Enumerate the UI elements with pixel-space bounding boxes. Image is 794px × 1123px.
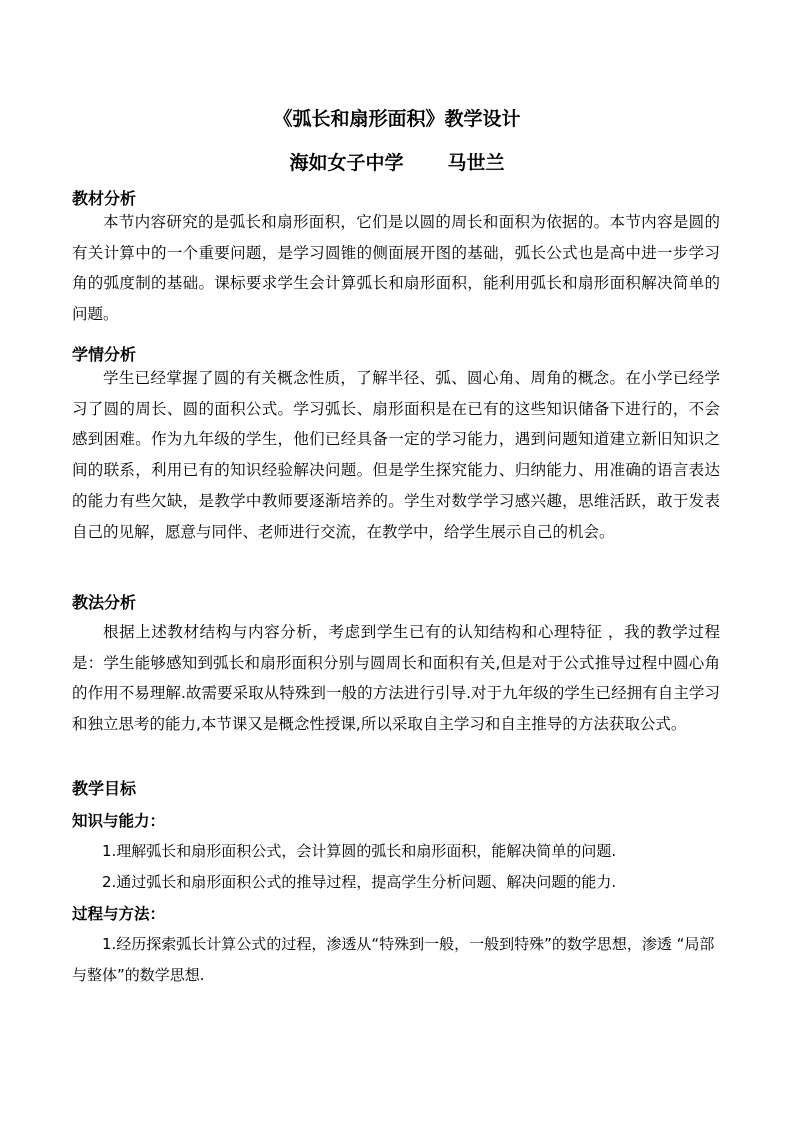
subheading-process: 过程与方法： — [72, 905, 166, 923]
section-heading-students: 学情分析 — [72, 345, 137, 364]
section-text-students: 学生已经掌握了圆的有关概念性质，了解半径、弧、圆心角、周角的概念。在小学已经学习了圆的周长、圆的面积公式。学习弧长、扇形面积是在已有的这些知识储备下进行的，不会感到困难。作为九年级的学生，他们已经具备一定的学习能力，遇到问题知道建立新旧知识之间的联系，利用已有的知识经验解决问题。但是学生探究能力、归纳能力、用准确的语言表达的能力有些欠缺，是教学中教师要逐渐培养的。学生对数学学习感兴趣，思维活跃，敢于发表自己的见解，愿意与同伴、老师进行交流，在教学中，给学生展示自己的机会。 — [72, 369, 720, 541]
author-line — [0, 148, 794, 175]
subheading-knowledge: 知识与能力： — [72, 812, 166, 830]
section-heading-goals: 教学目标 — [72, 779, 137, 798]
section-text-material: 本节内容研究的是弧长和扇形面积，它们是以圆的周长和面积为依据的。本节内容是圆的有关计算中的一个重要问题，是学习圆锥的侧面展开图的基础，弧长公式也是高中进一步学习角的弧度制的基础。课标要求学生会计算弧长和扇形面积，能利用弧长和扇形面积解决简单的问题。 — [72, 213, 720, 324]
goal-item-knowledge-2: 2.通过弧长和扇形面积公式的推导过程，提高学生分析问题、解决问题的能力. — [102, 873, 617, 891]
goal-item-process-1: 1.经历探索弧长计算公式的过程，渗透从“特殊到一般，一般到特殊”的数学思想，渗透 “局部与整体”的数学思想. — [72, 935, 715, 984]
goal-item-knowledge-1: 1.理解弧长和扇形面积公式，会计算圆的弧长和扇形面积，能解决简单的问题. — [102, 842, 617, 860]
author-name: 马世兰 — [447, 152, 505, 174]
school-name: 海如女子中学 — [289, 152, 404, 174]
section-heading-method: 教法分析 — [72, 593, 137, 612]
document-title: 《弧长和扇形面积》教学设计 — [273, 108, 521, 130]
section-heading-material: 教材分析 — [72, 189, 137, 208]
section-text-method: 根据上述教材结构与内容分析，考虑到学生已有的认知结构和心理特征 ，我的教学过程是：学生能够感知到弧长和扇形面积分别与圆周长和面积有关,但是对于公式推导过程中圆心角的作用不易理解.故需要采取从特殊到一般的方法进行引导.对于九年级的学生已经拥有自主学习和独立思考的能力,本节课又是概念性授课,所以采取自主学习和自主推导的方法获取公式。 — [72, 623, 720, 734]
